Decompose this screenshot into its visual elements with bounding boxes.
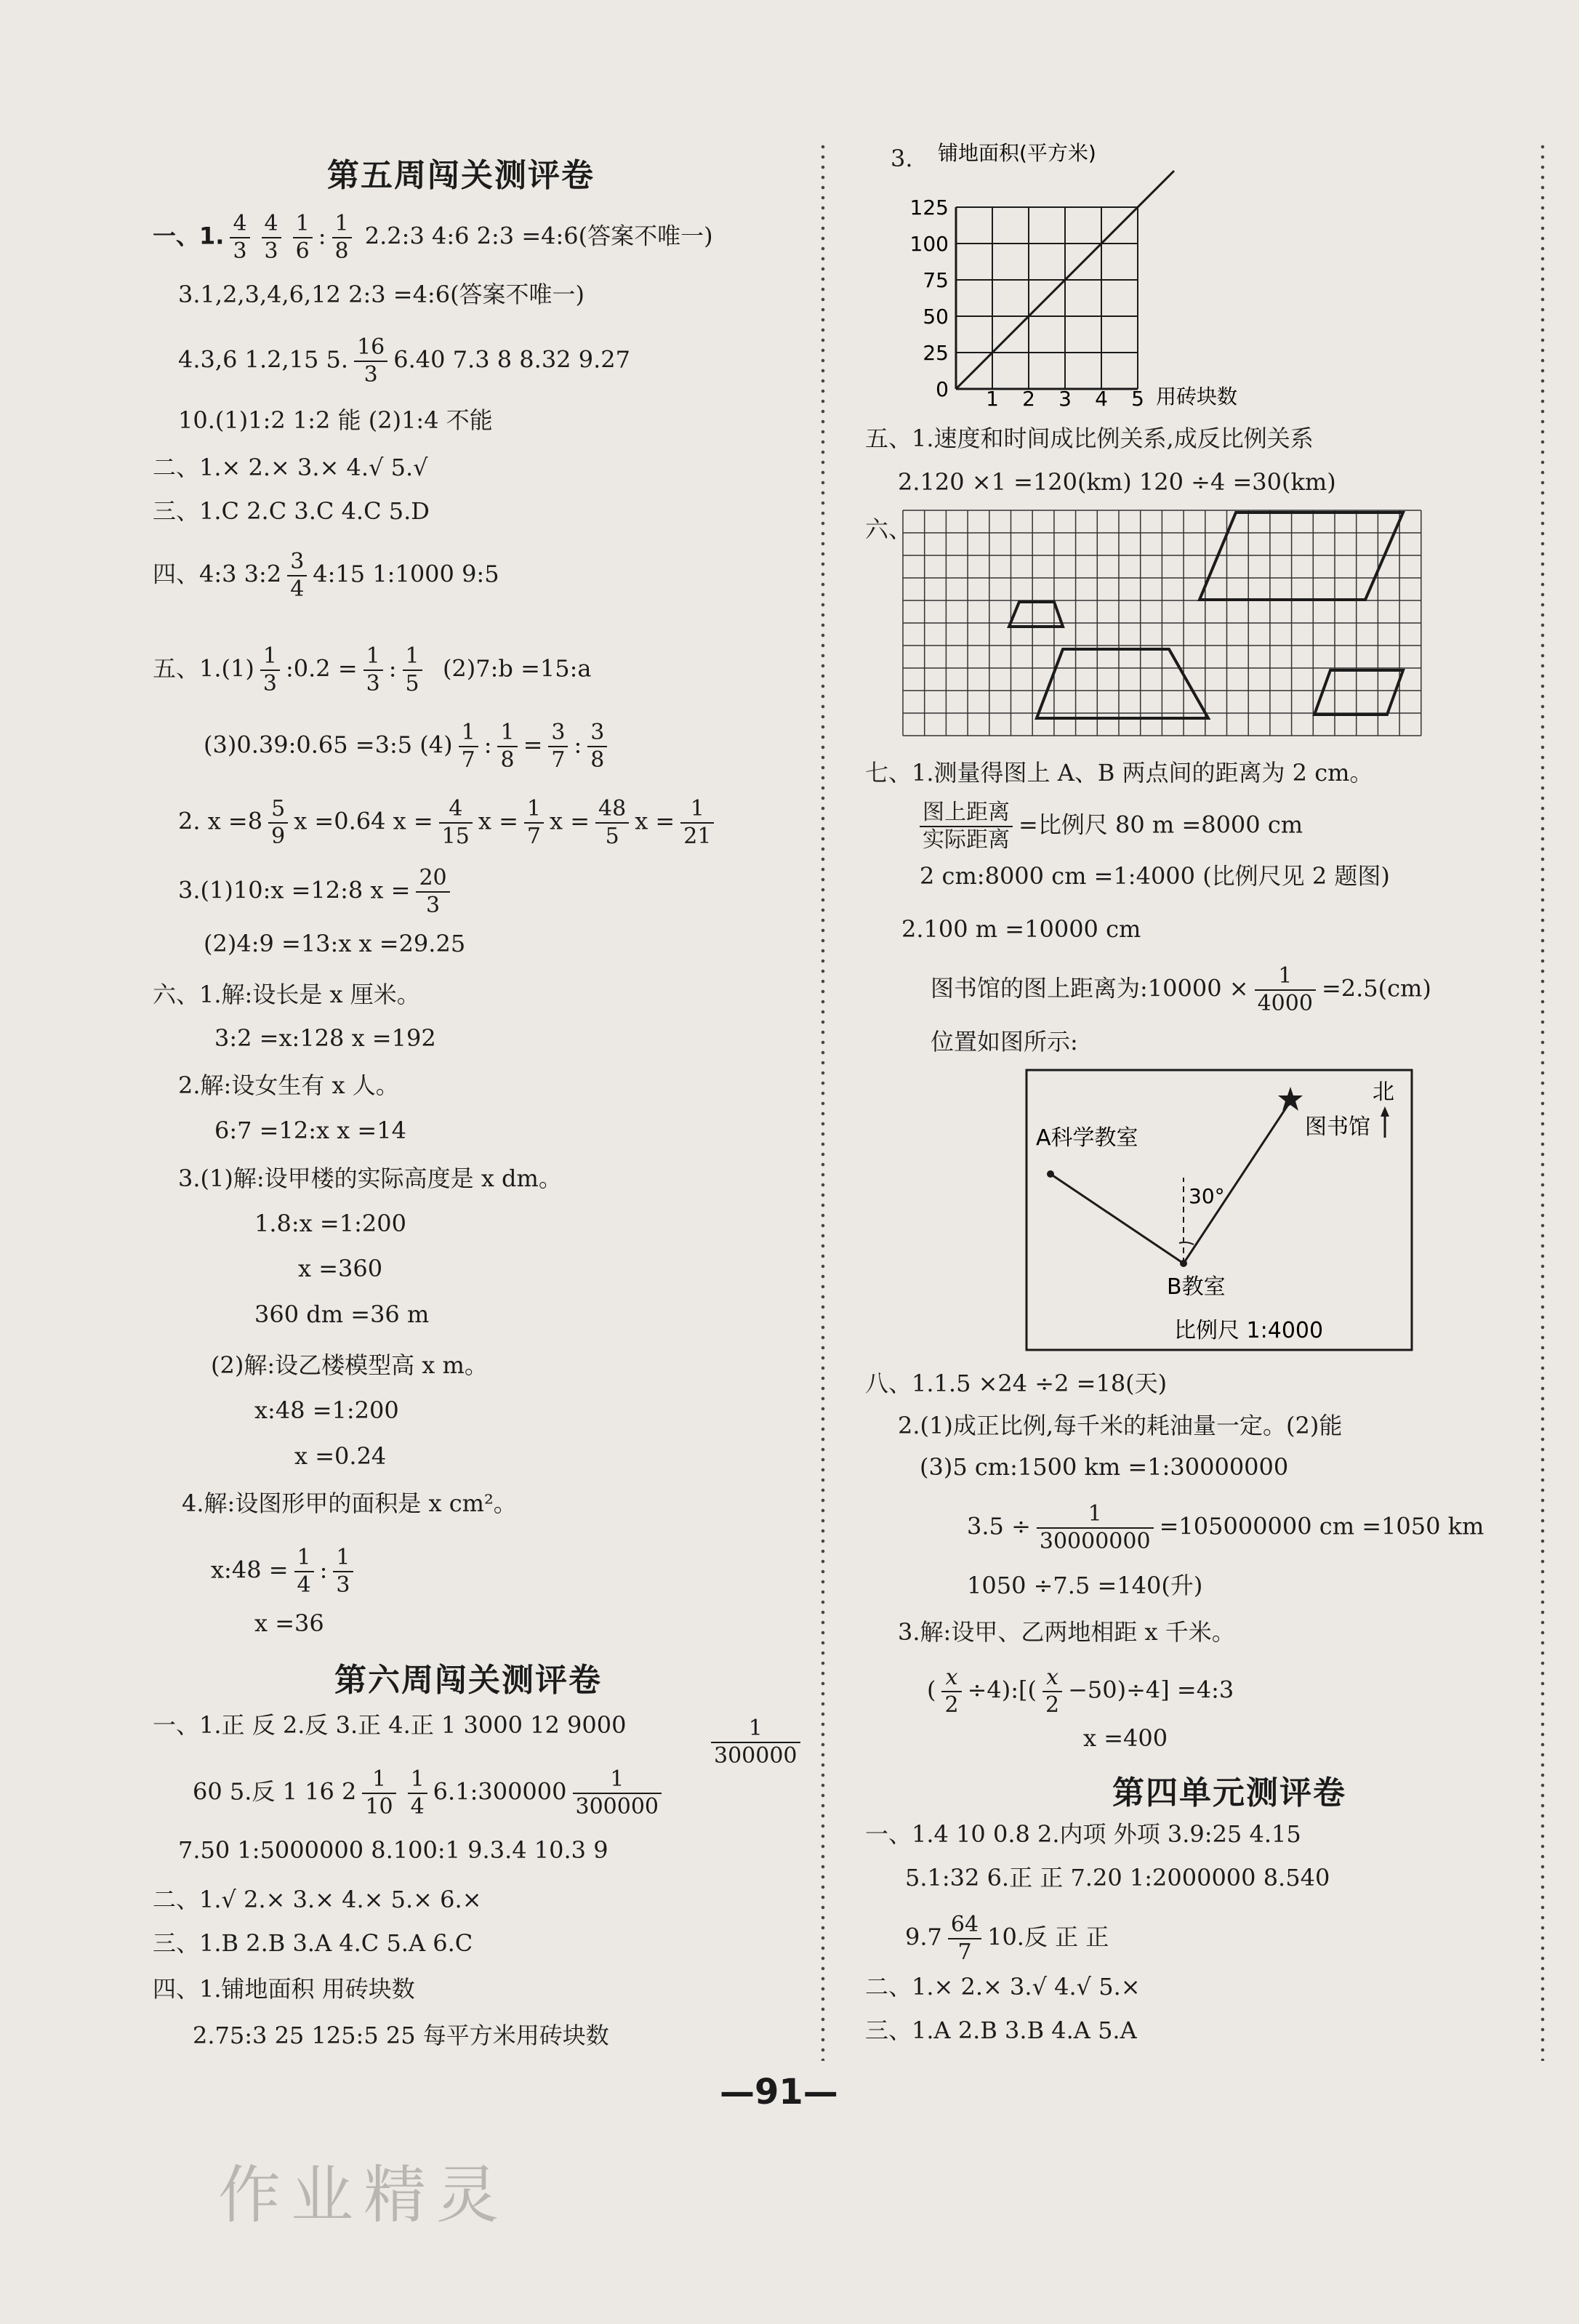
- chart-ytick-label: 25: [923, 341, 949, 365]
- l6-3c: x =360: [298, 1255, 383, 1282]
- chart-ytick-label: 50: [923, 305, 949, 329]
- point-b-label: B教室: [1167, 1274, 1226, 1300]
- r3-label: 3.: [891, 145, 913, 172]
- chart-ticks: [910, 196, 1144, 411]
- chart-xtick-label: 1: [986, 387, 999, 411]
- u4-1: 一、1.4 10 0.8 2.内项 外项 3.9:25 4.15: [865, 1820, 1301, 1848]
- watermark-logo: 作业精灵: [218, 2159, 509, 2232]
- r6-label: 六、: [865, 515, 912, 543]
- l6-4c: x =36: [254, 1609, 324, 1637]
- heading-week5: 第五周闯关测评卷: [327, 157, 595, 194]
- l6-3: 3.(1)解:设甲楼的实际高度是 x dm。: [178, 1165, 562, 1192]
- w6-er: 二、1.√ 2.× 3.× 4.× 5.× 6.×: [153, 1886, 482, 1913]
- angle-arc: [1179, 1242, 1194, 1245]
- fraction: $\frac{4}{3}$: [230, 211, 249, 265]
- heading-week6: 第六周闯关测评卷: [334, 1662, 602, 1699]
- grid-figure: [901, 509, 1425, 738]
- w5-x: 2. x =8 $\frac{5}{9}$ x =0.64 x = $\frac{4}{15}$ x = $\frac{1}{7}$ x = $\frac{48}{5}$ x = $\frac{1}{21}$: [178, 796, 720, 850]
- fraction: $\frac{16}{3}$: [354, 334, 387, 388]
- map-figure: [1025, 1069, 1414, 1352]
- l6-1: 六、1.解:设长是 x 厘米。: [153, 981, 420, 1008]
- r8-2: 2.(1)成正比例,每千米的耗油量一定。(2)能: [898, 1412, 1343, 1439]
- page-number: —91—: [720, 2072, 838, 2112]
- angle-label: 30°: [1189, 1184, 1225, 1208]
- star-icon: [1278, 1087, 1303, 1111]
- square-grid: [903, 510, 1421, 736]
- r5-1: 五、1.速度和时间成比例关系,成反比例关系: [865, 425, 1314, 452]
- chart-xtick-label: 4: [1095, 387, 1108, 411]
- north-label: 北: [1373, 1079, 1394, 1105]
- w6-2: 60 5.反 1 16 2 $\frac{1}{10}$ $\frac{1}{4}$ 6.1:300000 $\frac{1}{300000}$: [193, 1766, 667, 1820]
- w5-3x: 3.(1)10:x =12:8 x = $\frac{20}{3}$: [178, 865, 456, 919]
- map-scale-label: 比例尺 1:4000: [1174, 1318, 1324, 1343]
- w5-3x-b: (2)4:9 =13:x x =29.25: [204, 930, 466, 957]
- l6-3d: 360 dm =36 m: [254, 1300, 430, 1328]
- large-trapezoid: [1037, 649, 1208, 718]
- chart-ytick-label: 125: [909, 196, 949, 220]
- north-arrowhead-icon: [1381, 1106, 1389, 1117]
- w5-wu-1: 五、1.(1) $\frac{1}{3}$ :0.2 = $\frac{1}{3}$ : $\frac{1}{5}$ (2)7:b =15:a: [153, 643, 592, 696]
- l6-4: 4.解:设图形甲的面积是 x cm²。: [182, 1489, 517, 1517]
- small-parallelogram: [1314, 670, 1403, 715]
- r8-8: x =400: [1083, 1724, 1168, 1752]
- r7-2b: 图书馆的图上距离为:10000 × $\frac{1}{4000}$ =2.5(cm): [931, 963, 1431, 1016]
- right-border-dots: [1540, 142, 1546, 2061]
- r7-2c: 位置如图所示:: [931, 1028, 1078, 1056]
- label: 一、1.: [153, 222, 225, 250]
- l6-3g: x =0.24: [294, 1442, 387, 1470]
- large-parallelogram: [1200, 512, 1403, 600]
- w6-1: 一、1.正 反 2.反 3.正 4.正 1 3000 12 9000 1 300000: [153, 1708, 626, 1742]
- chart-xtick-label: 5: [1131, 387, 1144, 411]
- r8-1: 八、1.1.5 ×24 ÷2 =18(天): [865, 1370, 1168, 1397]
- r7-1: 七、1.测量得图上 A、B 两点间的距离为 2 cm。: [865, 759, 1373, 787]
- chart-ytick-label: 75: [923, 268, 949, 292]
- chart-ytick-label: 100: [909, 232, 949, 256]
- point-a-label: A科学教室: [1036, 1125, 1138, 1151]
- chart-ytick-label: 0: [936, 377, 949, 401]
- w5-wu-2: (3)0.39:0.65 =3:5 (4) $\frac{1}{7}$ : $\frac{1}{8}$ = $\frac{3}{7}$ : $\frac{3}{8}$: [204, 720, 613, 773]
- u4-san: 三、1.A 2.B 3.B 4.A 5.A: [865, 2017, 1137, 2044]
- r7-1b: 图上距离 实际距离 =比例尺 80 m =8000 cm: [920, 800, 1303, 853]
- w5-er: 二、1.× 2.× 3.× 4.√ 5.√: [153, 454, 428, 481]
- l6-2: 2.解:设女生有 x 人。: [178, 1071, 399, 1099]
- fraction: $\frac{1}{6}$: [293, 211, 313, 265]
- fraction: $\frac{4}{3}$: [262, 211, 281, 265]
- fraction: $\frac{1}{8}$: [332, 211, 352, 265]
- r7-1c: 2 cm:8000 cm =1:4000 (比例尺见 2 题图): [920, 862, 1390, 890]
- w6-si2: 2.75:3 25 125:5 25 每平方米用砖块数: [193, 2022, 609, 2049]
- r8-3: (3)5 cm:1500 km =1:30000000: [920, 1453, 1289, 1481]
- l6-3e: (2)解:设乙楼模型高 x m。: [211, 1351, 488, 1379]
- r5-2: 2.120 ×1 =120(km) 120 ÷4 =30(km): [898, 468, 1336, 496]
- w5-line-3: 3.1,2,3,4,6,12 2:3 =4:6(答案不唯一): [178, 281, 585, 308]
- r8-5: 1050 ÷7.5 =140(升): [967, 1572, 1203, 1599]
- l6-2b: 6:7 =12:x x =14: [214, 1117, 406, 1144]
- w5-si: 四、4:3 3:2 $\frac{3}{4}$ 4:15 1:1000 9:5: [153, 549, 499, 602]
- fraction: $\frac{3}{4}$: [287, 549, 307, 603]
- heading-unit4: 第四单元测评卷: [1112, 1774, 1346, 1812]
- r8-6: 3.解:设甲、乙两地相距 x 千米。: [898, 1618, 1235, 1646]
- line-chart: [894, 138, 1316, 422]
- segment-ab: [1050, 1174, 1184, 1263]
- w5-san: 三、1.C 2.C 3.C 4.C 5.D: [153, 497, 430, 525]
- w6-si1: 四、1.铺地面积 用砖块数: [153, 1975, 415, 2003]
- l6-1b: 3:2 =x:128 x =192: [214, 1024, 436, 1052]
- library-label: 图书馆: [1305, 1114, 1370, 1140]
- chart-xlabel: 用砖块数: [1156, 385, 1238, 409]
- u4-er: 二、1.× 2.× 3.√ 4.√ 5.×: [865, 1973, 1141, 2001]
- l6-3b: 1.8:x =1:200: [254, 1210, 406, 1237]
- l6-4b: x:48 = $\frac{1}{4}$ : $\frac{1}{3}$: [211, 1545, 359, 1599]
- w5-line-4: 4.3,6 1.2,15 5. $\frac{16}{3}$ 6.40 7.3 8 8.32 9.27: [178, 334, 630, 387]
- segment-b-library: [1184, 1101, 1290, 1263]
- fraction-1-300000: 1 300000: [711, 1716, 800, 1769]
- r8-7: ( $\frac{x}{2}$ ÷4):[( $\frac{x}{2}$ −50)÷4] =4:3: [927, 1665, 1234, 1718]
- l6-3f: x:48 =1:200: [254, 1396, 399, 1424]
- chart-xtick-label: 3: [1058, 387, 1072, 411]
- r8-4: 3.5 ÷ $\frac{1}{30000000}$ =105000000 cm =1050 km: [967, 1501, 1484, 1554]
- w6-san: 三、1.B 2.B 3.A 4.C 5.A 6.C: [153, 1929, 473, 1957]
- u4-2: 5.1:32 6.正 正 7.20 1:2000000 8.540: [905, 1864, 1330, 1891]
- u4-3: 9.7 $\frac{64}{7}$ 10.反 正 正: [905, 1912, 1109, 1965]
- chart-xtick-label: 2: [1022, 387, 1035, 411]
- column-divider: [820, 142, 826, 2061]
- w6-3: 7.50 1:5000000 8.100:1 9.3.4 10.3 9: [178, 1836, 608, 1864]
- chart-title: 铺地面积(平方米): [938, 141, 1096, 165]
- w5-line-1: 一、1. $\frac{4}{3}$ $\frac{4}{3}$ $\frac{1}{6}$ : $\frac{1}{8}$ 2.2:3 4:6 2:3 =4:6(答案不唯一): [153, 211, 713, 264]
- text: 2.2:3 4:6 2:3 =4:6(答案不唯一): [364, 222, 713, 250]
- w5-line-10: 10.(1)1:2 1:2 能 (2)1:4 不能: [178, 406, 493, 434]
- r7-2: 2.100 m =10000 cm: [901, 915, 1141, 943]
